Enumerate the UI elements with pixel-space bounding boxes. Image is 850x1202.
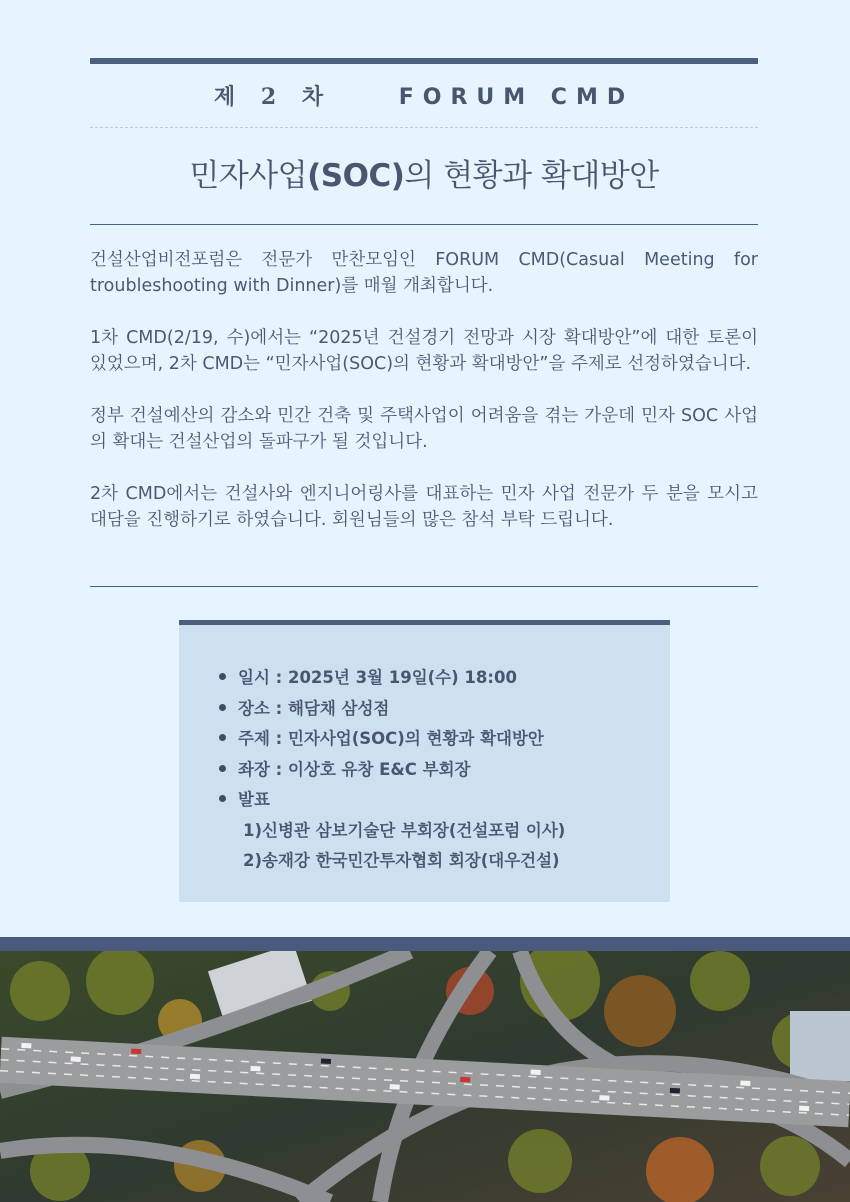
event-info-list <box>219 663 565 877</box>
title-part2: (SOC) <box>307 158 405 194</box>
title-divider <box>90 224 758 225</box>
paragraph-background: 정부 건설예산의 감소와 민간 건축 및 주택사업이 어려움을 겪는 가운데 민자 SOC 사업의 확대는 건설산업의 돌파구가 될 것입니다. <box>90 406 758 452</box>
info-date: 일시 : 2025년 3월 19일(수) 18:00 <box>219 663 565 694</box>
info-presentation: 발표 <box>219 785 565 816</box>
presenter-1: 1)신병관 삼보기술단 부회장(건설포럼 이사) <box>243 820 566 840</box>
bullet-icon <box>219 765 226 772</box>
paragraph-first-cmd: 1차 CMD(2/19, 수)에서는 “2025년 건설경기 전망과 시장 확대방안”에 대한 토론이 있었으며, 2차 CMD는 “민자사업(SOC)의 현황과 확대방안”을 주제로 선정하였습니다. <box>90 328 758 374</box>
bullet-icon <box>219 795 226 802</box>
bullet-icon <box>219 704 226 711</box>
event-info-box <box>179 620 670 902</box>
highway-illustration <box>0 951 850 1202</box>
forum-name: FORUM CMD <box>398 85 635 110</box>
title-part1: 민자사업 <box>189 158 308 194</box>
bullet-icon <box>219 673 226 680</box>
paragraph-intro: 건설산업비전포럼은 전문가 만찬모임인 FORUM CMD(Casual Meeting for troubleshooting with Dinner)를 매월 개최합니다. <box>90 250 758 296</box>
dotted-divider <box>90 127 758 128</box>
info-place: 장소 : 해담채 삼성점 <box>219 694 565 725</box>
forum-number: 2 <box>260 84 286 110</box>
title-part3: 의 현황과 확대방안 <box>404 158 659 194</box>
body-divider <box>90 586 758 587</box>
info-topic: 주제 : 민자사업(SOC)의 현황과 확대방안 <box>219 724 565 755</box>
aerial-highway-photo <box>0 951 850 1202</box>
forum-heading <box>90 80 758 111</box>
presenter-2: 2)송재강 한국민간투자협회 회장(대우건설) <box>243 851 560 870</box>
photo-band <box>0 937 850 951</box>
forum-prefix: 제 <box>213 85 245 110</box>
paragraph-invitation: 2차 CMD에서는 건설사와 엔지니어링사를 대표하는 민자 사업 전문가 두 분을 모시고 대담을 진행하기로 하였습니다. 회원님들의 많은 참석 부탁 드립니다. <box>90 484 758 530</box>
top-rule <box>90 58 758 64</box>
page-title <box>90 150 758 195</box>
forum-suffix: 차 <box>301 85 333 110</box>
bullet-icon <box>219 734 226 741</box>
info-chair: 좌장 : 이상호 유창 E&C 부회장 <box>219 755 565 786</box>
body-text <box>90 247 758 559</box>
